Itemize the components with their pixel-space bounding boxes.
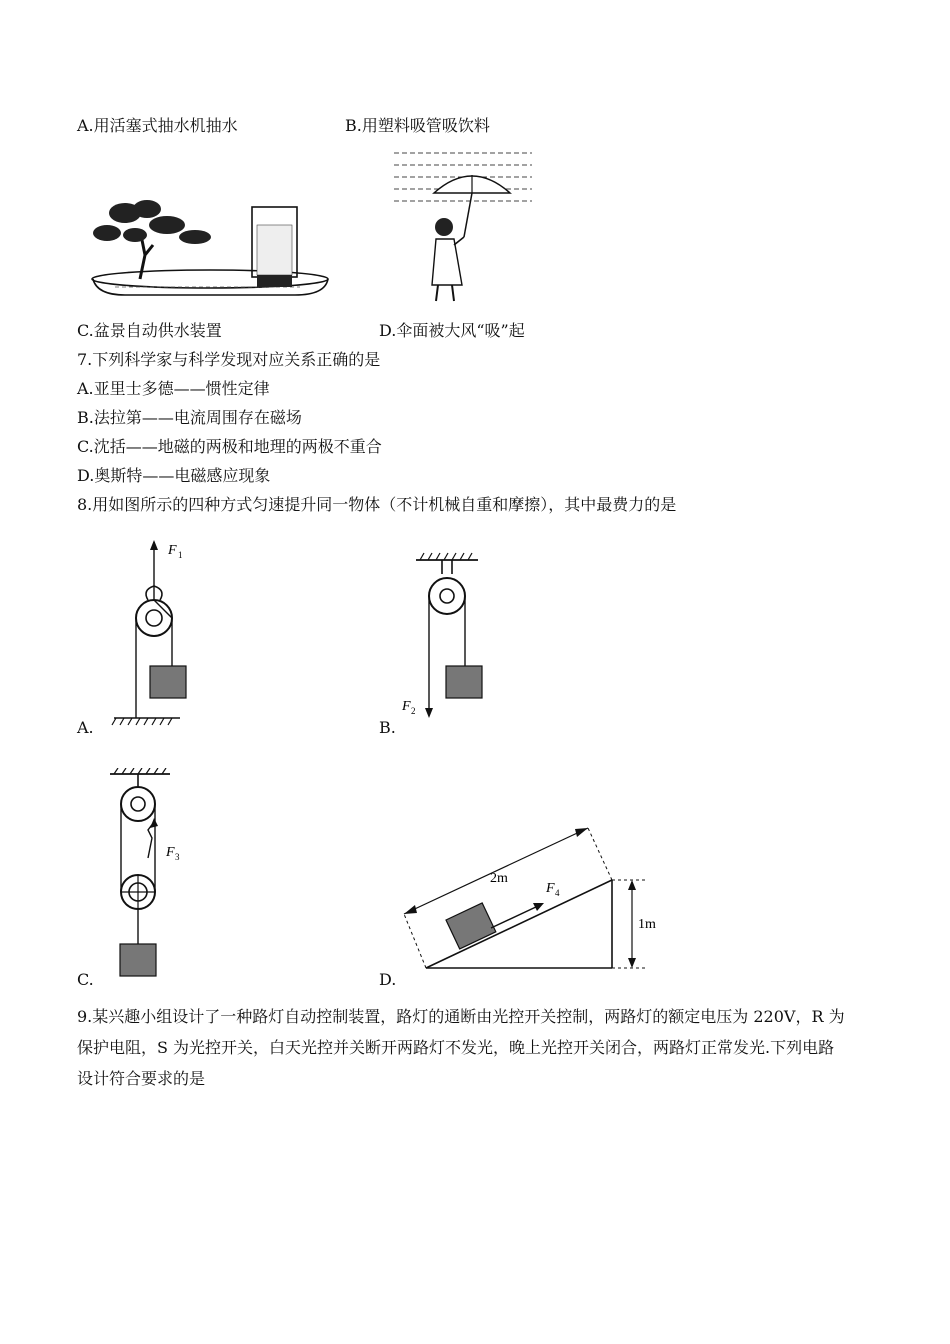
- pulley-figure-c: [100, 768, 200, 983]
- q9-line-3: 设计符合要求的是: [77, 1069, 206, 1088]
- q6-option-a: A.用活塞式抽水机抽水: [77, 116, 238, 135]
- figd-height-label: 1m: [638, 917, 656, 932]
- figa-force-subscript: 1: [178, 550, 183, 560]
- q9-line-2: 保护电阻，S 为光控开关，白天光控并关断开两路灯不发光，晚上光控开关闭合，两路灯正常发光.下列电路: [77, 1038, 835, 1057]
- figb-force-label: F: [402, 699, 411, 714]
- figc-force-subscript: 3: [175, 852, 180, 862]
- q8-label-d: D.: [379, 970, 397, 989]
- figa-force-label: F: [168, 543, 177, 558]
- q6-option-c: C.盆景自动供水装置: [77, 321, 222, 340]
- q8-label-c: C.: [77, 970, 94, 989]
- pulley-figure-b: [398, 552, 498, 722]
- figd-force-subscript: 4: [555, 888, 560, 898]
- incline-figure-d: [396, 820, 666, 975]
- q9-line-1: 9.某兴趣小组设计了一种路灯自动控制装置，路灯的通断由光控开关控制，两路灯的额定电压为 220V，R 为: [77, 1007, 845, 1026]
- figd-length-label: 2m: [490, 871, 508, 886]
- bonsai-water-figure: [85, 195, 335, 305]
- figc-force-label: F: [166, 845, 175, 860]
- q8-label-a: A.: [77, 718, 94, 737]
- q7-option-a: A.亚里士多德——惯性定律: [77, 379, 270, 398]
- q6-option-d: D.伞面被大风“吸”起: [379, 321, 525, 340]
- q8-stem: 8.用如图所示的四种方式匀速提升同一物体（不计机械自重和摩擦），其中最费力的是: [77, 495, 677, 514]
- q7-option-d: D.奥斯特——电磁感应现象: [77, 466, 271, 485]
- figd-force-label: F: [546, 881, 555, 896]
- q7-option-c: C.沈括——地磁的两极和地理的两极不重合: [77, 437, 382, 456]
- q7-stem: 7.下列科学家与科学发现对应关系正确的是: [77, 350, 381, 369]
- q8-label-b: B.: [379, 718, 396, 737]
- umbrella-wind-figure: [392, 145, 537, 305]
- pulley-figure-a: [108, 538, 198, 728]
- figb-force-subscript: 2: [411, 706, 416, 716]
- q7-option-b: B.法拉第——电流周围存在磁场: [77, 408, 302, 427]
- q6-option-b: B.用塑料吸管吸饮料: [345, 116, 490, 135]
